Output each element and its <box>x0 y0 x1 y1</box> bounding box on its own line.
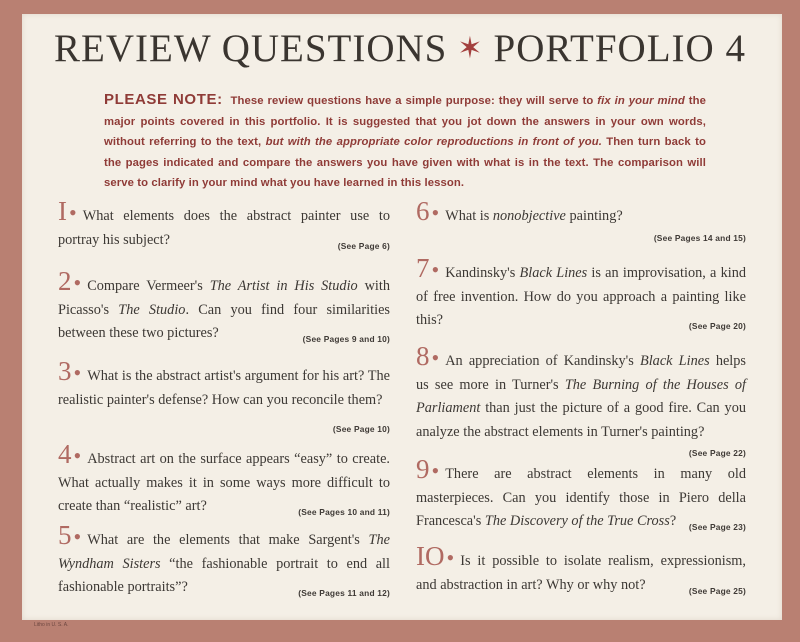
page-reference: (See Page 25) <box>688 585 746 596</box>
question-text: . Can you find four similarities between these two pictures? <box>58 301 390 341</box>
artwork-title: The Artist in His Studio <box>209 278 358 294</box>
note-emphasis-1: fix in your mind <box>597 95 685 107</box>
page-reference: (See Pages 14 and 15) <box>653 232 746 243</box>
question-number: 5 <box>58 520 72 550</box>
question-text: An appreciation of Kandinsky's <box>445 353 640 369</box>
bullet-dot: • <box>73 360 82 385</box>
question-8 <box>416 341 746 462</box>
page-reference: (See Pages 9 and 10) <box>302 334 390 344</box>
question-text: painting? <box>565 208 623 224</box>
bullet-dot: • <box>69 200 77 225</box>
note-emphasis-2: but with the appropriate color reproductions in front of you. <box>265 136 602 148</box>
page-reference: (See Page 6) <box>337 240 390 251</box>
question-9 <box>416 454 746 540</box>
bullet-dot: • <box>431 200 440 225</box>
artwork-title: The Burning of the Houses of Parliament <box>416 376 746 416</box>
question-number: 7 <box>416 253 430 283</box>
question-number: 4 <box>58 439 72 469</box>
note-text-3: Then turn back to the pages indicated and compare the answers you have given with what is in the text. The comparison will serve to clarify in your mind what you have learned in this lesson. <box>104 136 706 189</box>
artwork-title: Black Lines <box>639 353 710 369</box>
question-text: with Picasso's <box>58 278 391 318</box>
question-number: 6 <box>416 196 430 226</box>
question-text: ? <box>669 513 677 529</box>
question-text: What is <box>445 208 493 224</box>
question-text: Abstract art on the surface appears “easy” to create. What actually makes it in some ways more difficult to create than “realistic” art? <box>58 451 390 514</box>
artwork-title: Black Lines <box>519 265 588 281</box>
page-reference: (See Page 20) <box>688 321 746 331</box>
please-note-paragraph <box>104 90 706 194</box>
print-credit: Litho in U. S. A. <box>34 622 69 628</box>
question-text: There are abstract elements in many old masterpieces. Can you identify those in Piero della Francesca's <box>416 466 746 529</box>
term-emphasis: nonobjective <box>492 208 566 224</box>
question-5 <box>58 520 390 606</box>
artwork-title: The Discovery of the True Cross <box>484 513 670 529</box>
title-left: REVIEW QUESTIONS <box>54 27 448 70</box>
question-number: 8 <box>416 341 430 371</box>
title-right: PORTFOLIO 4 <box>493 27 746 70</box>
question-text: than just the picture of a good fire. Can you analyze the abstract elements in Turner's painting? <box>416 400 746 440</box>
page-reference: (See Page 22) <box>688 448 746 458</box>
question-number: 2 <box>58 266 72 296</box>
note-lead: PLEASE NOTE: <box>104 91 223 108</box>
page-reference: (See Pages 10 and 11) <box>298 507 390 517</box>
question-text: Kandinsky's <box>445 265 520 281</box>
page-reference: (See Pages 11 and 12) <box>298 588 390 598</box>
bullet-dot: • <box>446 545 455 570</box>
bullet-dot: • <box>73 524 82 549</box>
bullet-dot: • <box>431 257 440 282</box>
question-text: What elements does the abstract painter use to portray his subject? <box>58 208 390 248</box>
question-text: helps us see more in Turner's <box>416 353 746 393</box>
question-2 <box>58 266 391 352</box>
bullet-dot: • <box>73 443 82 468</box>
page-reference: (See Page 10) <box>332 424 390 434</box>
question-number: 9 <box>416 454 430 484</box>
question-1 <box>58 196 390 258</box>
question-number: 3 <box>58 356 72 386</box>
note-text-1: These review questions have a simple purpose: they will serve to <box>230 95 594 107</box>
question-3 <box>58 356 390 442</box>
question-number: IO <box>416 541 445 571</box>
question-text: “the fashionable portrait to end all fashionable portraits”? <box>58 555 390 595</box>
artwork-title: The Wyndham Sisters <box>58 532 390 572</box>
question-text: Is it possible to isolate realism, expressionism, and abstraction in art? Why or why not? <box>416 553 746 593</box>
question-10 <box>416 541 746 603</box>
question-7 <box>416 253 746 339</box>
question-4 <box>58 439 390 525</box>
question-6 <box>416 196 746 247</box>
question-number: I <box>58 196 67 226</box>
page-reference: (See Page 23) <box>688 522 746 532</box>
bullet-dot: • <box>73 270 82 295</box>
question-text: is an improvisation, a kind of free invention. How do you approach a painting like this? <box>416 265 746 328</box>
bullet-dot: • <box>431 458 440 483</box>
question-text: What is the abstract artist's argument for his art? The realistic painter's defense? How can you reconcile them? <box>58 368 390 408</box>
note-text-2: the major points covered in this portfolio. It is suggested that you jot down the answers in your own words, without referring to the text, <box>104 95 706 148</box>
bullet-dot: • <box>431 345 440 370</box>
page-title <box>0 26 800 71</box>
question-text: What are the elements that make Sargent's <box>87 532 369 548</box>
star-icon: ✶ <box>457 32 484 65</box>
artwork-title: The Studio <box>118 301 186 318</box>
question-text: Compare Vermeer's <box>87 278 210 294</box>
